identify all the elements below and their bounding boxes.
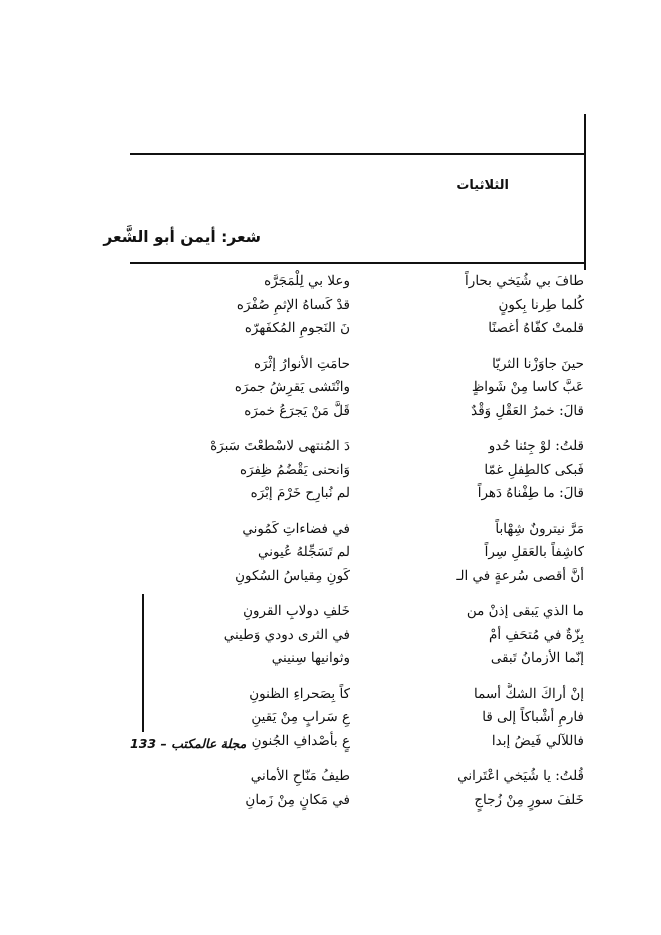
verse-second-hemistich: وعلا بي لِلْمَجَرَّه xyxy=(264,273,350,289)
verse xyxy=(150,683,584,707)
verse xyxy=(150,789,584,813)
left-margin-vertical-rule xyxy=(142,594,144,732)
verse-second-hemistich: في مَكانٍ مِنْ زَمانِ xyxy=(245,791,350,808)
verse xyxy=(150,459,584,483)
verse-second-hemistich: حامَتِ الأنوارُ إثْرَه xyxy=(253,355,350,372)
verse xyxy=(150,600,584,624)
section-title: الثلاثيات xyxy=(456,178,509,193)
verse-second-hemistich: وَانحنى يَقْضُمُ ظِفرَه xyxy=(239,461,350,478)
magazine-name: مجلة عالمكتب xyxy=(171,736,247,751)
verse-first-hemistich: مَرَّ نيترونٌ شِهْاباً xyxy=(495,520,584,537)
verse xyxy=(150,482,584,506)
verse-second-hemistich: عٍ بأصْدافِ الجُنونِ xyxy=(251,732,350,749)
verse xyxy=(150,765,584,789)
verse-first-hemistich: فاللآلي فَيضُ إبدا xyxy=(491,732,584,749)
verse xyxy=(150,317,584,341)
verse xyxy=(150,647,584,671)
verse-first-hemistich: طافَ بي شُيَخي بحاراً xyxy=(465,273,584,289)
verse-first-hemistich: قلمتْ كفّاهُ أغصنًا xyxy=(488,320,584,336)
poet-label: شعر: xyxy=(221,228,261,246)
verse xyxy=(150,294,584,318)
verse-first-hemistich: فارمِ أشْباكاً إلى قا xyxy=(482,709,584,725)
verse-second-hemistich: وانْتَشى يَقرِشُ جمرَه xyxy=(234,379,350,395)
verse-second-hemistich: لم نُبارِح خَرْمَ إبْرَه xyxy=(250,485,350,501)
verse-first-hemistich: قلتُ: لوْ جِئنا حُدو xyxy=(488,438,584,454)
verse xyxy=(150,541,584,565)
verse-first-hemistich: إنّما الأزمانُ تَبقى xyxy=(490,650,584,666)
verse-second-hemistich: عِ سَرابٍ مِنْ يَقينِ xyxy=(251,709,350,725)
verse xyxy=(150,518,584,542)
verse-first-hemistich: بِزّةٌ في مُتحَفِ أمْ xyxy=(489,626,584,643)
verse-second-hemistich: في فضاءاتِ كَمُوني xyxy=(242,520,350,537)
verse-first-hemistich: حينَ جاوَزْنا الثريّا xyxy=(492,355,584,372)
verse-first-hemistich: قالَ: ما طِفْناهُ دَهراً xyxy=(477,485,584,501)
poet-credit xyxy=(103,228,261,246)
verse-second-hemistich: كاً بِصَحراءِ الظنونِ xyxy=(249,685,350,702)
verse xyxy=(150,270,584,294)
stanza xyxy=(150,353,584,424)
verse-second-hemistich: وثوانيها سِنيني xyxy=(271,650,350,666)
verse-first-hemistich: فَبكى كالطِفلِ غمّا xyxy=(484,461,584,478)
stanza xyxy=(150,765,584,812)
verse-second-hemistich: خَلفِ دولابِ القرونِ xyxy=(243,603,350,619)
top-right-vertical-rule xyxy=(584,114,586,270)
verse-first-hemistich: عَبَّ كاسا مِنْ شَواظٍ xyxy=(471,379,584,395)
verse-first-hemistich: خَلفَ سورٍ مِنْ زُجاجٍ xyxy=(474,791,584,808)
verse-first-hemistich: ما الذي يَبقى إذنْ من xyxy=(466,603,584,619)
page-number: 133 xyxy=(130,736,157,751)
verse-second-hemistich: دَ المُنتهى لاسْطعْتَ سَبرَهْ xyxy=(210,438,350,454)
verse-second-hemistich: قدْ كَساهُ الإثمِ صُفْرَه xyxy=(236,296,350,313)
verse xyxy=(150,376,584,400)
header-rule xyxy=(130,153,586,155)
verse xyxy=(150,706,584,730)
verse xyxy=(150,435,584,459)
stanza xyxy=(150,518,584,589)
verse-first-hemistich: قالَ: خمرُ العَقْلِ وَقْدٌ xyxy=(471,402,584,419)
verse-second-hemistich: نَ النَجومِ المُكفَهرّه xyxy=(244,320,350,336)
verse xyxy=(150,353,584,377)
footer-dash: – xyxy=(160,736,167,751)
stanza xyxy=(150,435,584,506)
verse-second-hemistich: قَلَّ مَنْ يَجرَعُ خمرَه xyxy=(244,402,350,419)
verse xyxy=(150,624,584,648)
verse-second-hemistich: طيفُ مَنّاحِ الأماني xyxy=(250,768,350,784)
verse-second-hemistich: كَونِ مِقياسُ السُكونِ xyxy=(235,567,350,584)
verse-first-hemistich: قُلتُ: يا شُيَخي اعْتَراني xyxy=(457,768,584,784)
poet-name: أيمن أبو الشَّعر xyxy=(103,228,216,246)
verse-first-hemistich: كُلما طِرنا بِكونٍ xyxy=(498,296,584,313)
poet-underline-rule xyxy=(130,262,586,264)
verse-second-hemistich: لم تَسَجِّلهُ عُيوني xyxy=(257,544,350,560)
verse xyxy=(150,400,584,424)
verse-first-hemistich: أنَّ أقصى سُرعةٍ في الـ xyxy=(456,567,584,584)
stanza xyxy=(150,270,584,341)
stanza xyxy=(150,600,584,671)
verse-second-hemistich: في الثرى دودي وَطيني xyxy=(223,626,350,643)
verse xyxy=(150,565,584,589)
verse-first-hemistich: إنْ أراكَ الشكُّ أسما xyxy=(474,685,584,702)
verse-first-hemistich: كاشِفاً بالعَقلِ سِراً xyxy=(484,544,584,560)
page-footer xyxy=(130,736,246,751)
